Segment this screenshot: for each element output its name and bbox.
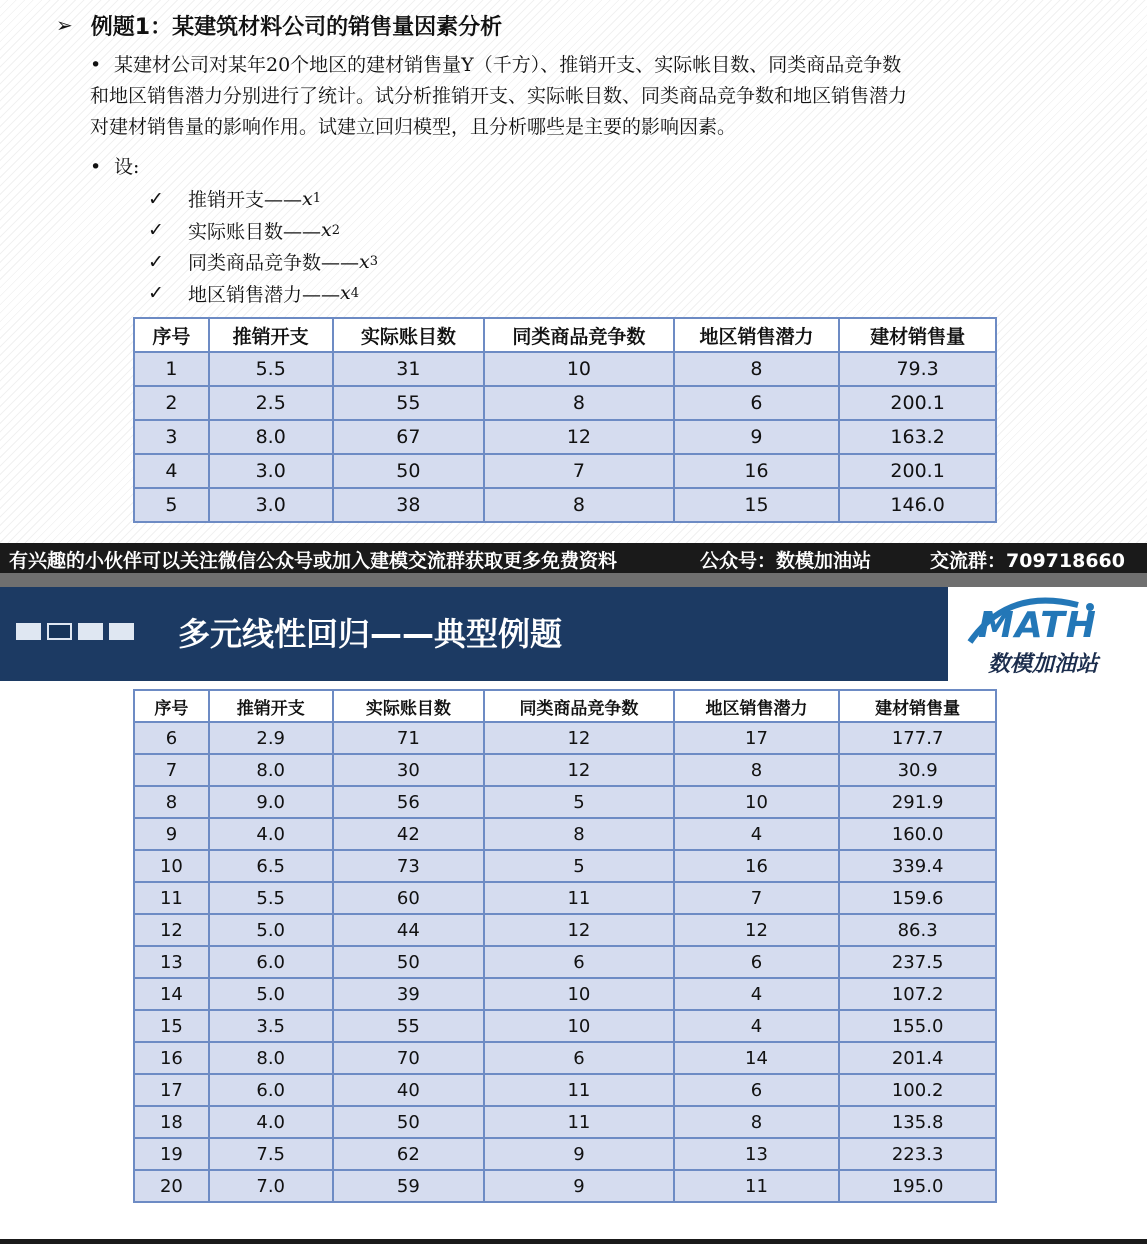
checkmark-icon: ✓ [148, 282, 164, 305]
table-cell: 5.0 [209, 978, 333, 1010]
table-cell: 10 [674, 786, 840, 818]
table-cell: 5.5 [209, 352, 333, 386]
table-row [134, 914, 996, 946]
table-cell: 6.0 [209, 946, 333, 978]
data-table-part1 [133, 317, 997, 523]
table-cell: 59 [333, 1170, 485, 1202]
table-cell: 135.8 [839, 1106, 996, 1138]
table-cell: 71 [333, 722, 485, 754]
table-cell: 67 [333, 420, 485, 454]
table-cell: 177.7 [839, 722, 996, 754]
table-cell: 14 [674, 1042, 840, 1074]
column-header: 地区销售潜力 [674, 690, 840, 722]
table-cell: 7.0 [209, 1170, 333, 1202]
variable-item: ✓ 同类商品竞争数—— x 3 [148, 250, 379, 275]
table-cell: 79.3 [839, 352, 996, 386]
table-cell: 4.0 [209, 818, 333, 850]
table-row [134, 818, 996, 850]
table-cell: 17 [674, 722, 840, 754]
table-row [134, 420, 996, 454]
table-cell: 8 [674, 352, 840, 386]
table-cell: 70 [333, 1042, 485, 1074]
table-cell: 8.0 [209, 420, 333, 454]
intro-paragraph [90, 50, 1090, 143]
table-cell: 6 [674, 1074, 840, 1106]
table-row [134, 786, 996, 818]
table-cell: 10 [484, 1010, 674, 1042]
intro-line: 和地区销售潜力分别进行了统计。试分析推销开支、实际帐目数、同类商品竞争数和地区销售潜力 [90, 85, 908, 107]
table-header-row [134, 318, 996, 352]
table-row [134, 1042, 996, 1074]
example-heading-text: 例题1：某建筑材料公司的销售量因素分析 [90, 14, 503, 40]
variable-list [148, 183, 378, 309]
table-cell: 14 [134, 978, 209, 1010]
table-cell: 30 [333, 754, 485, 786]
slide-divider [0, 573, 1147, 587]
column-header: 同类商品竞争数 [484, 690, 674, 722]
table-cell: 7.5 [209, 1138, 333, 1170]
slide-top [0, 0, 1147, 543]
table-cell: 6 [134, 722, 209, 754]
table-row [134, 946, 996, 978]
column-header: 同类商品竞争数 [484, 318, 674, 352]
table-cell: 42 [333, 818, 485, 850]
column-header: 序号 [134, 690, 209, 722]
table-cell: 195.0 [839, 1170, 996, 1202]
table-cell: 3.0 [209, 454, 333, 488]
table-row [134, 754, 996, 786]
variable-item: ✓ 推销开支—— x 1 [148, 187, 322, 212]
table-cell: 38 [333, 488, 485, 522]
table-cell: 4 [674, 818, 840, 850]
table-cell: 10 [484, 978, 674, 1010]
logo-text: MATH [978, 605, 1097, 646]
table-cell: 86.3 [839, 914, 996, 946]
table-cell: 200.1 [839, 386, 996, 420]
table-cell: 7 [674, 882, 840, 914]
group-number: 交流群：709718660 [930, 550, 1125, 572]
example-heading [56, 8, 502, 42]
column-header: 实际账目数 [333, 690, 485, 722]
math-logo [948, 587, 1147, 681]
notice-bar [0, 543, 1147, 573]
table-cell: 4 [674, 978, 840, 1010]
column-header: 建材销售量 [839, 690, 996, 722]
table-cell: 8 [674, 754, 840, 786]
intro-line: • 某建材公司对某年20个地区的建材销售量Y（千方）、推销开支、实际帐目数、同类商品竞争数 [90, 50, 1090, 81]
table-cell: 15 [134, 1010, 209, 1042]
table-cell: 12 [484, 754, 674, 786]
table-row [134, 352, 996, 386]
table-cell: 8 [484, 488, 674, 522]
table-cell: 13 [134, 946, 209, 978]
decorative-squares-icon [16, 623, 134, 640]
table-cell: 56 [333, 786, 485, 818]
table-cell: 12 [484, 722, 674, 754]
table-cell: 50 [333, 1106, 485, 1138]
table-cell: 39 [333, 978, 485, 1010]
table-cell: 55 [333, 386, 485, 420]
table-cell: 8.0 [209, 754, 333, 786]
table-cell: 9 [484, 1138, 674, 1170]
arrow-bullet-icon: ➢ [56, 13, 73, 37]
table-cell: 62 [333, 1138, 485, 1170]
table-cell: 44 [333, 914, 485, 946]
table-cell: 73 [333, 850, 485, 882]
table-cell: 6 [484, 1042, 674, 1074]
table-cell: 55 [333, 1010, 485, 1042]
table-cell: 60 [333, 882, 485, 914]
table-cell: 11 [674, 1170, 840, 1202]
wechat-account: 公众号：数模加油站 [700, 550, 872, 572]
table-cell: 12 [134, 914, 209, 946]
column-header: 序号 [134, 318, 209, 352]
table-cell: 5 [484, 786, 674, 818]
table-row [134, 454, 996, 488]
table-cell: 8.0 [209, 1042, 333, 1074]
table-row [134, 978, 996, 1010]
table-cell: 5.5 [209, 882, 333, 914]
table-cell: 2 [134, 386, 209, 420]
table-cell: 146.0 [839, 488, 996, 522]
table-cell: 9 [484, 1170, 674, 1202]
table-cell: 6.0 [209, 1074, 333, 1106]
table-cell: 200.1 [839, 454, 996, 488]
table-cell: 19 [134, 1138, 209, 1170]
slide2-header [0, 587, 948, 681]
table-cell: 223.3 [839, 1138, 996, 1170]
table-cell: 7 [134, 754, 209, 786]
table-cell: 11 [484, 882, 674, 914]
table-cell: 11 [484, 1074, 674, 1106]
intro-line: 对建材销售量的影响作用。试建立回归模型，且分析哪些是主要的影响因素。 [90, 116, 737, 138]
table-row [134, 386, 996, 420]
table-cell: 9 [674, 420, 840, 454]
table-cell: 5 [484, 850, 674, 882]
column-header: 地区销售潜力 [674, 318, 840, 352]
table-cell: 10 [484, 352, 674, 386]
table-cell: 8 [484, 818, 674, 850]
set-label: • 设: [90, 156, 140, 178]
table-cell: 40 [333, 1074, 485, 1106]
table-cell: 12 [674, 914, 840, 946]
table-cell: 237.5 [839, 946, 996, 978]
table-cell: 12 [484, 914, 674, 946]
table-cell: 7 [484, 454, 674, 488]
bullet-icon: • [90, 156, 102, 178]
table-cell: 155.0 [839, 1010, 996, 1042]
table-cell: 160.0 [839, 818, 996, 850]
table-cell: 15 [674, 488, 840, 522]
table-row [134, 722, 996, 754]
table-cell: 4 [134, 454, 209, 488]
table-cell: 5 [134, 488, 209, 522]
table-cell: 8 [134, 786, 209, 818]
checkmark-icon: ✓ [148, 187, 164, 210]
table-cell: 16 [134, 1042, 209, 1074]
table-cell: 8 [674, 1106, 840, 1138]
table-cell: 9 [134, 818, 209, 850]
logo-cn-text: 数模加油站 [988, 652, 1099, 677]
table-row [134, 1074, 996, 1106]
variable-item: ✓ 实际账目数—— x 2 [148, 219, 341, 243]
bottom-strip [0, 1239, 1147, 1244]
table-cell: 6.5 [209, 850, 333, 882]
table-header-row [134, 690, 996, 722]
table-cell: 10 [134, 850, 209, 882]
checkmark-icon: ✓ [148, 219, 164, 242]
table-cell: 3.0 [209, 488, 333, 522]
table-cell: 20 [134, 1170, 209, 1202]
table-cell: 159.6 [839, 882, 996, 914]
table-cell: 3.5 [209, 1010, 333, 1042]
table-row [134, 1010, 996, 1042]
slide2-title: 多元线性回归——典型例题 [178, 615, 563, 653]
table-cell: 4 [674, 1010, 840, 1042]
table-row [134, 882, 996, 914]
column-header: 实际账目数 [333, 318, 485, 352]
table-cell: 12 [484, 420, 674, 454]
table-cell: 13 [674, 1138, 840, 1170]
variable-item: ✓ 地区销售潜力—— x 4 [148, 282, 360, 306]
table-cell: 6 [484, 946, 674, 978]
table-cell: 2.5 [209, 386, 333, 420]
table-cell: 6 [674, 946, 840, 978]
table-cell: 6 [674, 386, 840, 420]
table-cell: 17 [134, 1074, 209, 1106]
table-cell: 163.2 [839, 420, 996, 454]
table-cell: 1 [134, 352, 209, 386]
table-row [134, 850, 996, 882]
table-cell: 50 [333, 946, 485, 978]
table-cell: 30.9 [839, 754, 996, 786]
table-row [134, 1170, 996, 1202]
table-cell: 5.0 [209, 914, 333, 946]
table-cell: 16 [674, 454, 840, 488]
table-cell: 4.0 [209, 1106, 333, 1138]
table-cell: 100.2 [839, 1074, 996, 1106]
table-cell: 2.9 [209, 722, 333, 754]
table-cell: 18 [134, 1106, 209, 1138]
table-cell: 291.9 [839, 786, 996, 818]
table-cell: 11 [134, 882, 209, 914]
data-table-part2 [133, 689, 997, 1203]
notice-text: 有兴趣的小伙伴可以关注微信公众号或加入建模交流群获取更多免费资料 [9, 550, 618, 572]
table-cell: 339.4 [839, 850, 996, 882]
column-header: 推销开支 [209, 690, 333, 722]
column-header: 推销开支 [209, 318, 333, 352]
table-cell: 3 [134, 420, 209, 454]
table-cell: 201.4 [839, 1042, 996, 1074]
bullet-icon: • [90, 54, 102, 76]
table-row [134, 1106, 996, 1138]
table-row [134, 488, 996, 522]
table-cell: 31 [333, 352, 485, 386]
table-cell: 8 [484, 386, 674, 420]
table-cell: 9.0 [209, 786, 333, 818]
table-cell: 50 [333, 454, 485, 488]
table-cell: 11 [484, 1106, 674, 1138]
checkmark-icon: ✓ [148, 250, 164, 273]
table-row [134, 1138, 996, 1170]
table-cell: 107.2 [839, 978, 996, 1010]
table-cell: 16 [674, 850, 840, 882]
column-header: 建材销售量 [839, 318, 996, 352]
